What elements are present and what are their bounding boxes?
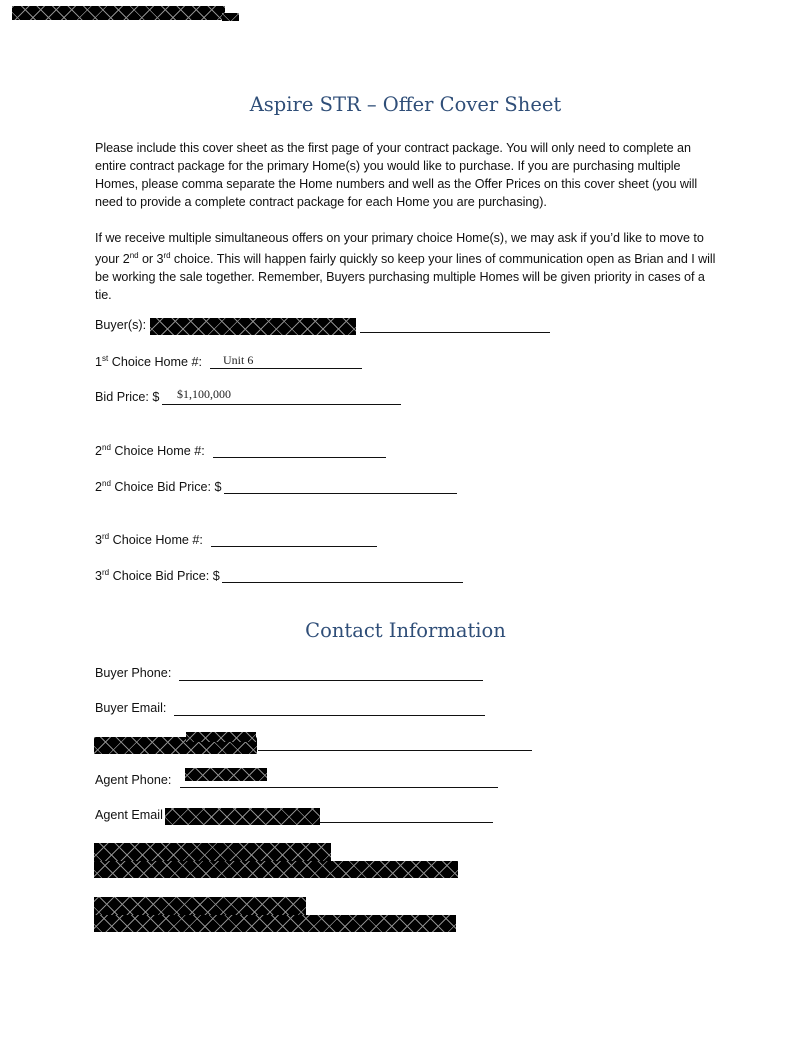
bid-label: Bid Price: $: [95, 390, 160, 404]
choice1-label: Choice Home #:: [108, 355, 203, 370]
intro-text: [95, 139, 720, 304]
buyers-label: Buyer(s):: [95, 318, 147, 332]
redacted-block-1a: [94, 843, 331, 861]
choice1-value: Unit 6: [223, 353, 254, 367]
choice2-label: Choice Home #:: [110, 444, 205, 459]
redacted-block-2a: [94, 897, 306, 915]
buyers-row: [95, 318, 146, 332]
buyer-phone-label: Buyer Phone:: [95, 666, 172, 680]
choice3-field[interactable]: [211, 533, 377, 547]
redacted-buyer-name: [150, 318, 356, 335]
choice3-bid-row: 3rd Choice Bid Price: $: [95, 568, 220, 584]
choice3-bid-label: Choice Bid Price: $: [109, 569, 220, 584]
choice3-bid-field[interactable]: [222, 569, 463, 583]
buyer-email-field[interactable]: [174, 702, 485, 716]
redacted-block-2b: [94, 915, 456, 932]
redacted-header-tail: [222, 13, 239, 21]
buyer-phone-row: [95, 666, 171, 680]
choice2-field[interactable]: [213, 444, 386, 458]
choice2-bid-label: Choice Bid Price: $: [110, 480, 222, 495]
choice3-label: Choice Home #:: [109, 533, 203, 548]
intro-paragraph-1: Please include this cover sheet as the first page of your contract package. You will only need to complete an entire contract package for the primary Home(s) you would like to purchase. If you are purchasing multiple Homes, please comma separate the Home numbers and well as the Offer Prices on this cover sheet (you will need to provide a complete contract package for each Home you are purchasing).: [95, 141, 698, 209]
redacted-agent-email: [165, 808, 320, 825]
redacted-agent-phone: [185, 768, 267, 781]
buyer-phone-field[interactable]: [179, 667, 483, 681]
buyer-email-row: [95, 701, 166, 715]
redacted-block-1b: [94, 861, 458, 878]
choice2-bid-field[interactable]: [224, 480, 457, 494]
choice2-bid-row: 2nd Choice Bid Price: $: [95, 479, 222, 495]
bid-value: $1,100,000: [177, 387, 231, 401]
choice3-row: 3rd Choice Home #:: [95, 532, 203, 548]
intro-paragraph-2: If we receive multiple simultaneous offers on your primary choice Home(s), we may ask if you’d like to move to your 2nd or 3rd choice. This will happen fairly quickly so keep your lines of communication open as Brian and I will be working the sale together. Remember, Buyers purchasing multiple Homes will be given priority in cases of a tie.: [95, 231, 716, 303]
redacted-agent-name: [186, 732, 256, 742]
buyers-field[interactable]: [360, 319, 550, 333]
agent-phone-label: Agent Phone:: [95, 773, 172, 787]
buyer-email-label: Buyer Email:: [95, 701, 167, 715]
agent-email-row: [95, 808, 163, 822]
agent-email-field[interactable]: [320, 809, 493, 823]
page-title: Aspire STR – Offer Cover Sheet: [249, 93, 562, 116]
choice2-row: 2nd Choice Home #:: [95, 443, 205, 459]
redacted-header: [12, 6, 225, 20]
agent-name-field[interactable]: [258, 737, 532, 751]
contact-heading: Contact Information: [305, 619, 506, 642]
choice1-row: 1st Choice Home #:: [95, 354, 203, 370]
agent-email-label: Agent Email: [95, 808, 163, 822]
agent-phone-row: [95, 773, 171, 787]
bid-row: [95, 390, 159, 404]
